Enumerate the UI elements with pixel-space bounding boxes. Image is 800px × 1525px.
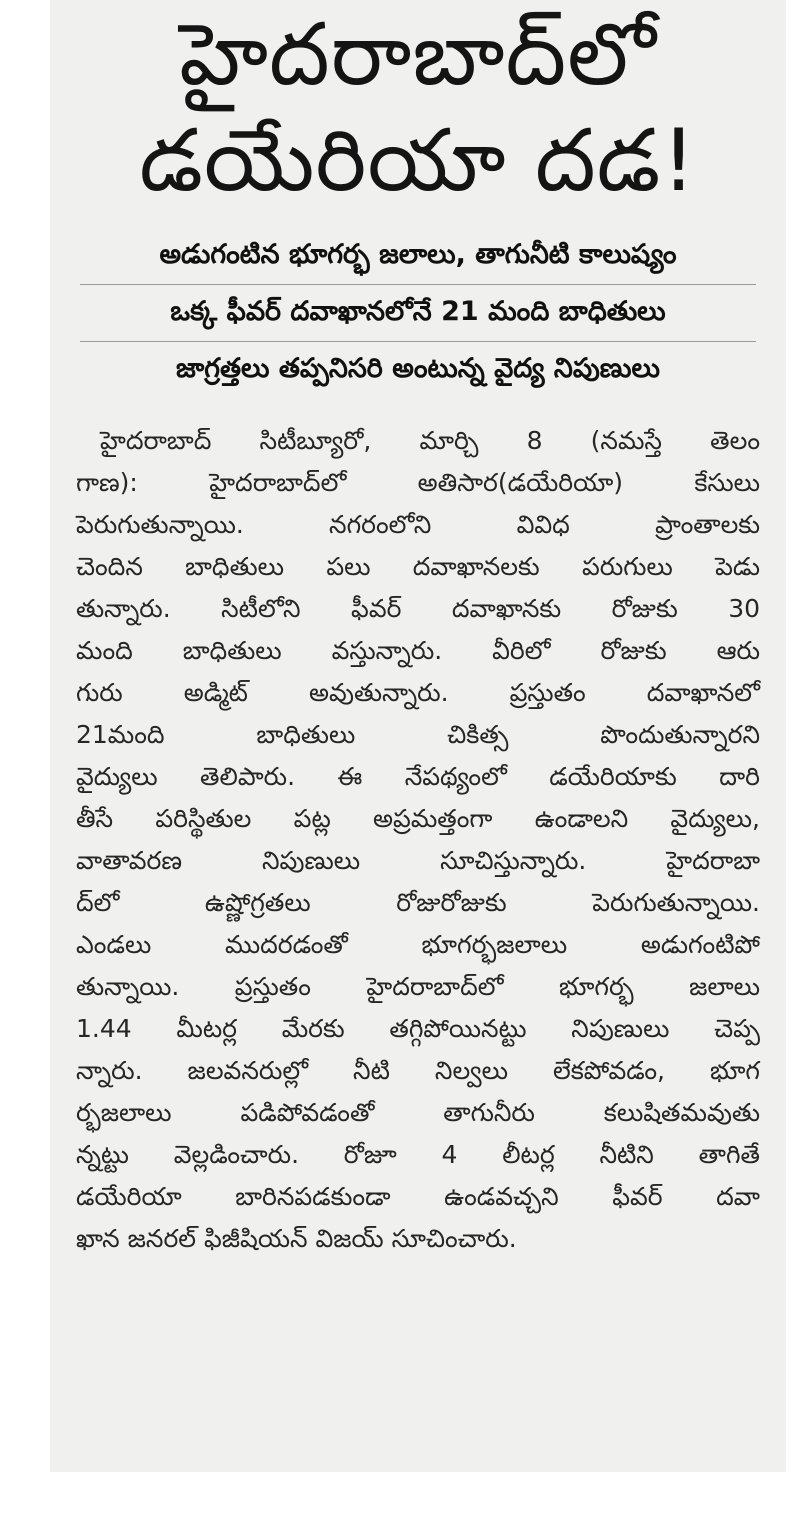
article-line: న్నట్టు వెల్లడించారు. రోజూ 4 లీటర్ల నీటిని తాగితే — [76, 1140, 760, 1169]
headline-line-1: హైదరాబాద్‌లో — [179, 5, 657, 105]
article-line: పెరుగుతున్నాయి. నగరంలోని వివిధ ప్రాంతాలకు — [76, 510, 760, 539]
article-line: డయేరియా బారినపడకుండా ఉండవచ్చని ఫీవర్ దవా — [76, 1182, 760, 1211]
subheadline-1: అడుగంటిన భూగర్భ జలాలు, తాగునీటి కాలుష్యం — [159, 239, 677, 270]
article-line: వాతావరణ నిపుణులు సూచిస్తున్నారు. హైదరాబా — [76, 846, 760, 875]
subheadlines — [76, 228, 760, 398]
article-line: తీసే పరిస్థితుల పట్ల అప్రమత్తంగా ఉండాలని వైద్యులు, — [76, 804, 760, 833]
article-line: ద్‌లో ఉష్ణోగ్రతలు రోజురోజుకు పెరుగుతున్నాయి. — [76, 888, 760, 917]
article-body — [76, 420, 760, 1260]
article-line: 21మంది బాధితులు చికిత్స పొందుతున్నారని — [76, 720, 760, 749]
news-clipping — [50, 0, 786, 1472]
article-line: తున్నారు. సిటీలోని ఫీవర్ దవాఖానకు రోజుకు 30 — [76, 594, 760, 623]
headline — [76, 0, 760, 214]
article-line: ర్భజలాలు పడిపోవడంతో తాగునీరు కలుషితమవుతు — [76, 1098, 760, 1127]
article-line: తున్నాయి. ప్రస్తుతం హైదరాబాద్‌లో భూగర్భ జలాలు — [76, 972, 760, 1001]
subheadline-3: జాగ్రత్తలు తప్పనిసరి అంటున్న వైద్య నిపుణులు — [176, 353, 660, 384]
article-line: న్నారు. జలవనరుల్లో నీటి నిల్వలు లేకపోవడం, భూగ — [76, 1056, 760, 1085]
article-line: ఎండలు ముదరడంతో భూగర్భజలాలు అడుగంటిపో — [76, 930, 760, 959]
subheadline-2: ఒక్క ఫీవర్ దవాఖానలోనే 21 మంది బాధితులు — [170, 296, 666, 327]
article-line: చెందిన బాధితులు పలు దవాఖానలకు పరుగులు పెడు — [76, 552, 760, 581]
article-line: గురు అడ్మిట్ అవుతున్నారు. ప్రస్తుతం దవాఖానలో — [76, 678, 760, 707]
headline-line-2: డయేరియా దడ! — [139, 111, 697, 211]
article-line: హైదరాబాద్ సిటీబ్యూరో, మార్చి 8 (నమస్తే తెలం — [100, 426, 760, 455]
article-line: 1.44 మీటర్ల మేరకు తగ్గిపోయినట్టు నిపుణులు చెప్ప — [76, 1014, 760, 1043]
article-line: గాణ): హైదరాబాద్‌లో అతిసార(డయేరియా) కేసులు — [76, 468, 760, 497]
article-line: ఖాన జనరల్ ఫిజీషియన్ విజయ్ సూచించారు. — [76, 1224, 517, 1253]
article-line: వైద్యులు తెలిపారు. ఈ నేపథ్యంలో డయేరియాకు దారి — [76, 762, 760, 791]
article-line: మంది బాధితులు వస్తున్నారు. వీరిలో రోజుకు ఆరు — [76, 636, 760, 665]
